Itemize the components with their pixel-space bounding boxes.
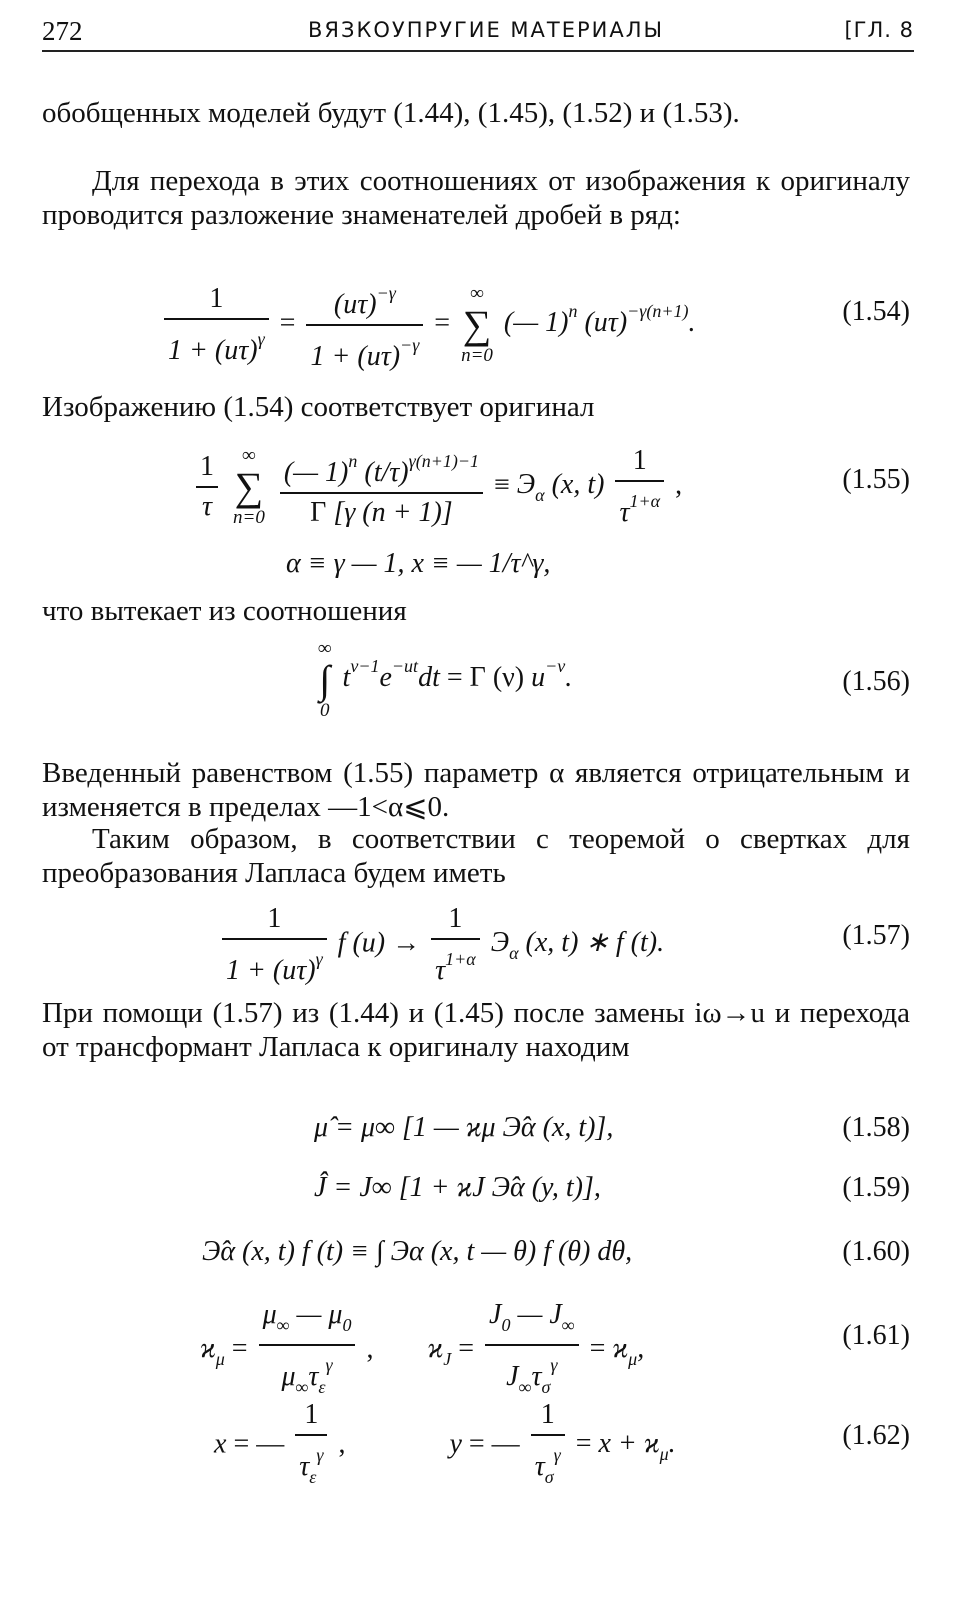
equation-1-62 <box>42 1396 910 1486</box>
equation-1-61-formula: $ϰ_\mu$ = $\frac{\mu_\infty — \mu_0}{\mu_\infty\tau_\varepsilon^\gamma}$ , $ϰ_J$ = $\frac{J_0 — J_\infty}{J_\infty\tau_\sigma^\gamma}$ = $ϰ_\mu$, <box>200 1296 644 1406</box>
equation-1-60 <box>42 1236 910 1276</box>
equation-number: (1.60) <box>842 1236 910 1267</box>
equation-1-60-formula: Э̂α (x, t) f (t) ≡ ∫ Эα (x, t — θ) f (θ) dθ, <box>202 1236 633 1267</box>
paragraph-7: При помощи (1.57) из (1.44) и (1.45) после замены iω→u и перехода от трансформант Лапласа к оригиналу находим <box>42 997 910 1063</box>
equation-number: (1.56) <box>842 666 910 697</box>
paragraph-6: Таким образом, в соответствии с теоремой о свертках для преобразования Лапласа будем иметь <box>42 823 910 889</box>
equation-1-57 <box>42 898 910 988</box>
equation-number: (1.58) <box>842 1112 910 1143</box>
equation-number: (1.54) <box>842 296 910 327</box>
paragraph-1: обобщенных моделей будут (1.44), (1.45), (1.52) и (1.53). <box>42 97 740 129</box>
equation-number: (1.61) <box>842 1320 910 1351</box>
equation-number: (1.55) <box>842 464 910 495</box>
equation-1-55-parameters <box>42 548 910 588</box>
equation-1-55 <box>42 438 910 538</box>
equation-1-54-formula: $\frac{1}{1 + (u\tau)^\gamma}$ = $\frac{(u\tau)^{-\gamma}}{1 + (u\tau)^{-\gamma}}$ = ∞ ∑ n=0 (— 1)$^n$ $(u\tau)^{-\gamma(n+1)}$. <box>160 274 696 376</box>
equation-1-59 <box>42 1172 910 1212</box>
equation-parameters-text: α ≡ γ — 1, x ≡ — 1/τ^γ, <box>286 548 551 579</box>
equation-1-58-formula: μ̂ = μ∞ [1 — ϰμ Э̂α (x, t)], <box>314 1112 614 1143</box>
page-header <box>42 10 914 52</box>
equation-1-59-formula: Ĵ = J∞ [1 + ϰJ Э̂α (y, t)], <box>314 1172 601 1203</box>
equation-number: (1.57) <box>842 920 910 951</box>
equation-1-61 <box>42 1296 910 1397</box>
equation-number: (1.62) <box>842 1420 910 1451</box>
equation-1-54 <box>42 268 910 372</box>
chapter-label: [ГЛ. 8 <box>844 18 914 42</box>
paragraph-5: Введенный равенством (1.55) параметр α является отрицательным и изменяется в пределах —1<α⩽0. <box>42 757 910 823</box>
equation-1-56 <box>42 636 910 736</box>
equation-1-57-formula: $\frac{1}{1 + (u\tau)^\gamma}$ f (u) → $\frac{1}{\tau^{1+\alpha}}$ $Э_\alpha$ (x, t) ∗ f (t). <box>218 900 664 990</box>
equation-1-62-formula: x = — $\frac{1}{\tau_\varepsilon^\gamma}$ , y = — $\frac{1}{\tau_\sigma^\gamma}$ = $x + ϰ_\mu$. <box>214 1396 676 1496</box>
equation-1-56-formula: ∞ ∫ 0 $t^{\nu-1}e^{-ut}dt = \Gamma$ (ν) $u^{-\nu}$. <box>318 638 573 721</box>
equation-1-55-formula: $\frac{1}{\tau}$ ∞ ∑ n=0 $\frac{(— 1)^n (t/\tau)^{\gamma(n+1)-1}}{\Gamma [\gamma (n + 1)]}$ ≡ $Э_\alpha$ (x, t) $\frac{1}{\tau^{1+\alpha}}$ , <box>192 442 682 532</box>
running-title: ВЯЗКОУПРУГИЕ МАТЕРИАЛЫ <box>308 18 665 42</box>
paragraph-2: Для перехода в этих соотношениях от изображения к оригиналу проводится разложение знаменателей дробей в ряд: <box>42 165 910 231</box>
paragraph-3: Изображению (1.54) соответствует оригинал <box>42 391 595 423</box>
page-number: 272 <box>42 16 83 46</box>
equation-number: (1.59) <box>842 1172 910 1203</box>
paragraph-4: что вытекает из соотношения <box>42 595 407 627</box>
equation-1-58 <box>42 1112 910 1152</box>
